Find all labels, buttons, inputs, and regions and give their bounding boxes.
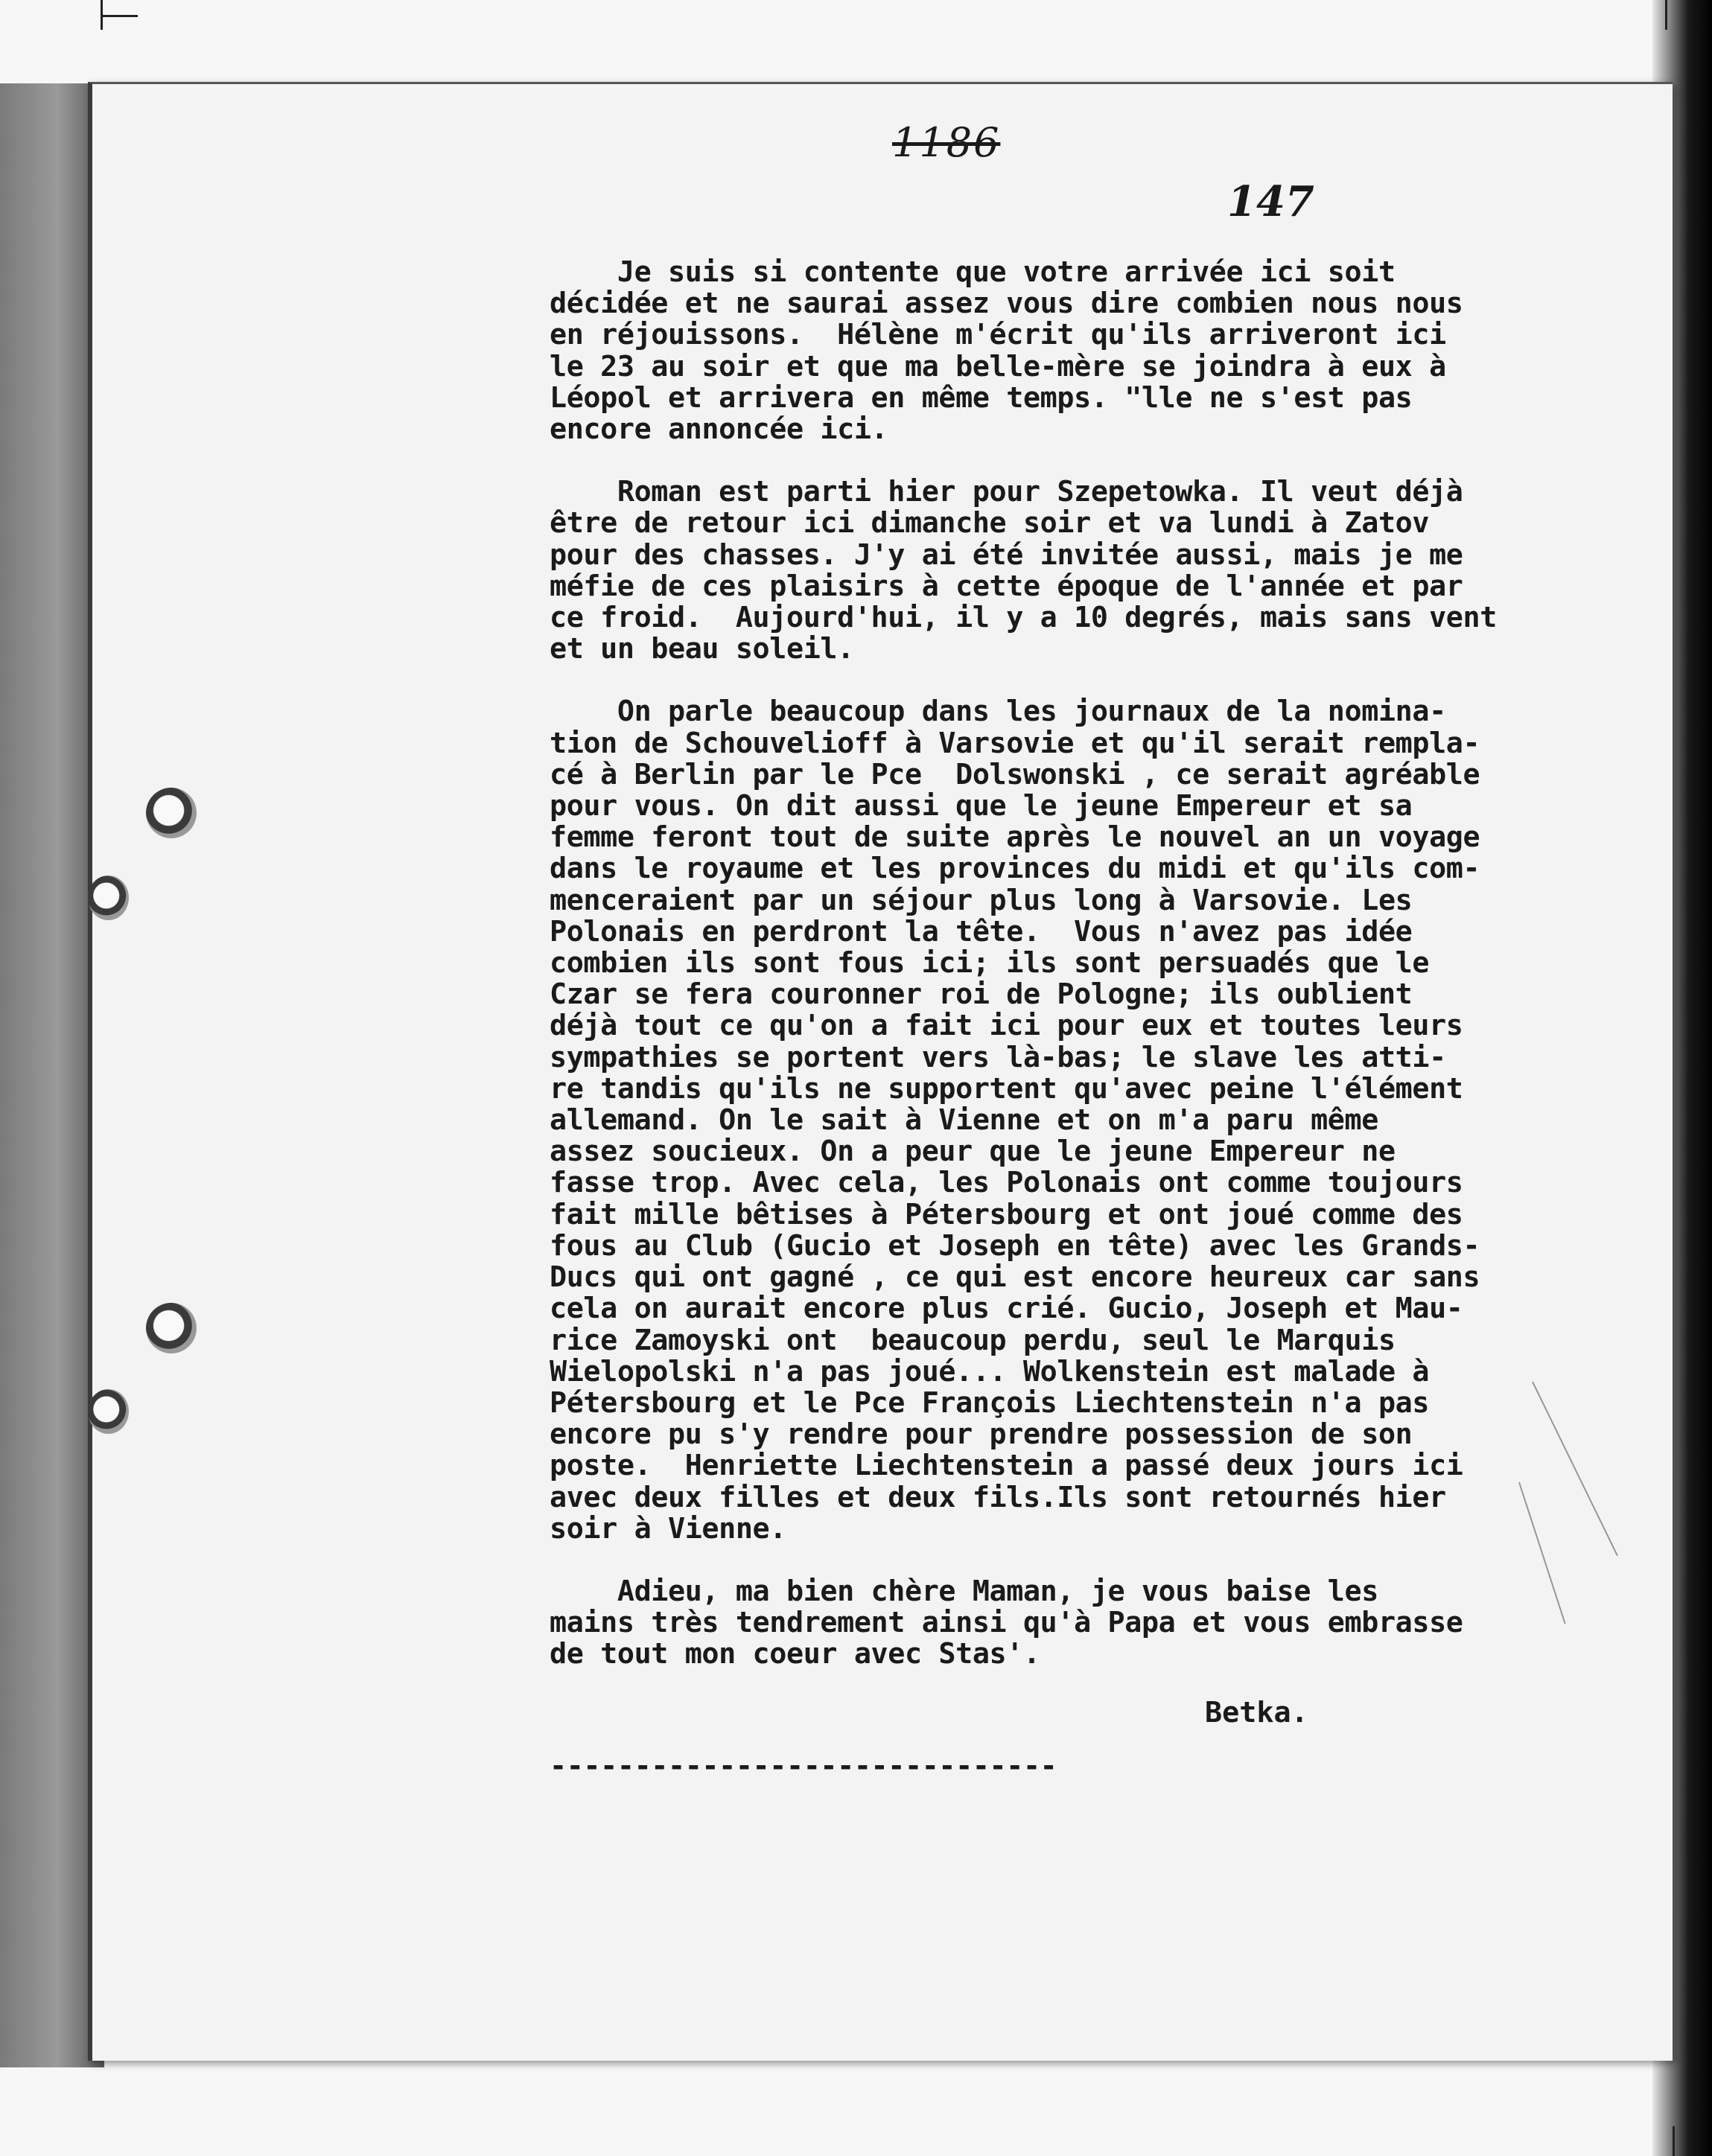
- text-line: avec deux filles et deux fils.Ils sont retournés hier: [550, 1480, 1446, 1514]
- text-line: Adieu, ma bien chère Maman, je vous baise les: [550, 1574, 1378, 1608]
- text-line: décidée et ne saurai assez vous dire combien nous nous: [550, 287, 1463, 321]
- text-line: mains très tendrement ainsi qu'à Papa et vous embrasse: [550, 1606, 1463, 1640]
- paragraph: [550, 1576, 1562, 1671]
- page-number: 147: [1227, 177, 1314, 226]
- text-line: re tandis qu'ils ne supportent qu'avec peine l'élément: [550, 1071, 1463, 1106]
- paragraph: [550, 476, 1562, 665]
- text-line: pour des chasses. J'y ai été invitée aussi, mais je me: [550, 538, 1463, 572]
- text-line: soir à Vienne.: [550, 1511, 786, 1546]
- text-line: de tout mon coeur avec Stas'.: [550, 1637, 1040, 1671]
- text-line: On parle beaucoup dans les journaux de la nomina-: [550, 695, 1446, 729]
- text-line: fait mille bêtises à Pétersbourg et ont joué comme des: [550, 1197, 1463, 1231]
- text-line: rice Zamoyski ont beaucoup perdu, seul le Marquis: [550, 1323, 1396, 1357]
- text-line: allemand. On le sait à Vienne et on m'a paru même: [550, 1103, 1378, 1138]
- punch-hole: [146, 788, 197, 838]
- struck-page-number: 1186: [892, 119, 1001, 166]
- text-line: encore pu s'y rendre pour prendre possession de son: [550, 1417, 1413, 1452]
- crop-mark-top-right: [1635, 0, 1667, 30]
- text-line: Wielopolski n'a pas joué... Wolkenstein est malade à: [550, 1354, 1430, 1388]
- punch-hole: [146, 1303, 197, 1353]
- crop-mark-top-left-horizontal: [101, 15, 138, 17]
- text-line: Pétersbourg et le Pce François Liechtenstein n'a pas: [550, 1385, 1430, 1420]
- text-line: sympathies se portent vers là-bas; le slave les atti-: [550, 1040, 1446, 1074]
- text-line: pour vous. On dit aussi que le jeune Empereur et sa: [550, 789, 1413, 823]
- punch-hole: [88, 1389, 129, 1434]
- text-line: et un beau soleil.: [550, 632, 854, 666]
- text-line: tion de Schouvelioff à Varsovie et qu'il serait rempla-: [550, 726, 1480, 760]
- text-line: déjà tout ce qu'on a fait ici pour eux et toutes leurs: [550, 1009, 1463, 1043]
- paragraph: [550, 696, 1562, 1544]
- text-line: le 23 au soir et que ma belle-mère se joindra à eux à: [550, 349, 1446, 383]
- punch-hole: [88, 876, 129, 920]
- text-line: assez soucieux. On a peur que le jeune Empereur ne: [550, 1135, 1396, 1169]
- text-line: menceraient par un séjour plus long à Varsovie. Les: [550, 883, 1413, 917]
- text-line: en réjouissons. Hélène m'écrit qu'ils arriveront ici: [550, 318, 1446, 352]
- text-line: Ducs qui ont gagné , ce qui est encore heureux car sans: [550, 1260, 1480, 1295]
- text-line: cé à Berlin par le Pce Dolswonski , ce serait agréable: [550, 757, 1480, 791]
- paragraph: [550, 257, 1562, 445]
- text-line: Roman est parti hier pour Szepetowka. Il veut déjà: [550, 475, 1463, 509]
- text-line: femme feront tout de suite après le nouvel an un voyage: [550, 820, 1480, 855]
- text-line: Polonais en perdront la tête. Vous n'avez pas idée: [550, 914, 1413, 948]
- text-line: Je suis si contente que votre arrivée ici soit: [550, 255, 1396, 289]
- text-line: Czar se fera couronner roi de Pologne; ils oublient: [550, 977, 1413, 1012]
- signature: Betka.: [1205, 1696, 1308, 1729]
- text-line: encore annoncée ici.: [550, 412, 888, 447]
- text-line: méfie de ces plaisirs à cette époque de l'année et par: [550, 569, 1463, 603]
- letter-body: [550, 257, 1562, 1702]
- separator-line: ------------------------------: [550, 1750, 1057, 1783]
- text-line: Léopol et arrivera en même temps. "lle ne s'est pas: [550, 380, 1413, 415]
- text-line: fous au Club (Gucio et Joseph en tête) avec les Grands-: [550, 1228, 1480, 1263]
- text-line: cela on aurait encore plus crié. Gucio, Joseph et Mau-: [550, 1292, 1463, 1326]
- crop-mark-bottom-right: [1643, 2126, 1675, 2156]
- text-line: être de retour ici dimanche soir et va lundi à Zatov: [550, 506, 1430, 540]
- text-line: fasse trop. Avec cela, les Polonais ont comme toujours: [550, 1166, 1463, 1200]
- text-line: dans le royaume et les provinces du midi et qu'ils com-: [550, 852, 1480, 886]
- text-line: combien ils sont fous ici; ils sont persuadés que le: [550, 946, 1430, 980]
- text-line: poste. Henriette Liechtenstein a passé deux jours ici: [550, 1449, 1463, 1483]
- text-line: ce froid. Aujourd'hui, il y a 10 degrés, mais sans vent: [550, 601, 1497, 635]
